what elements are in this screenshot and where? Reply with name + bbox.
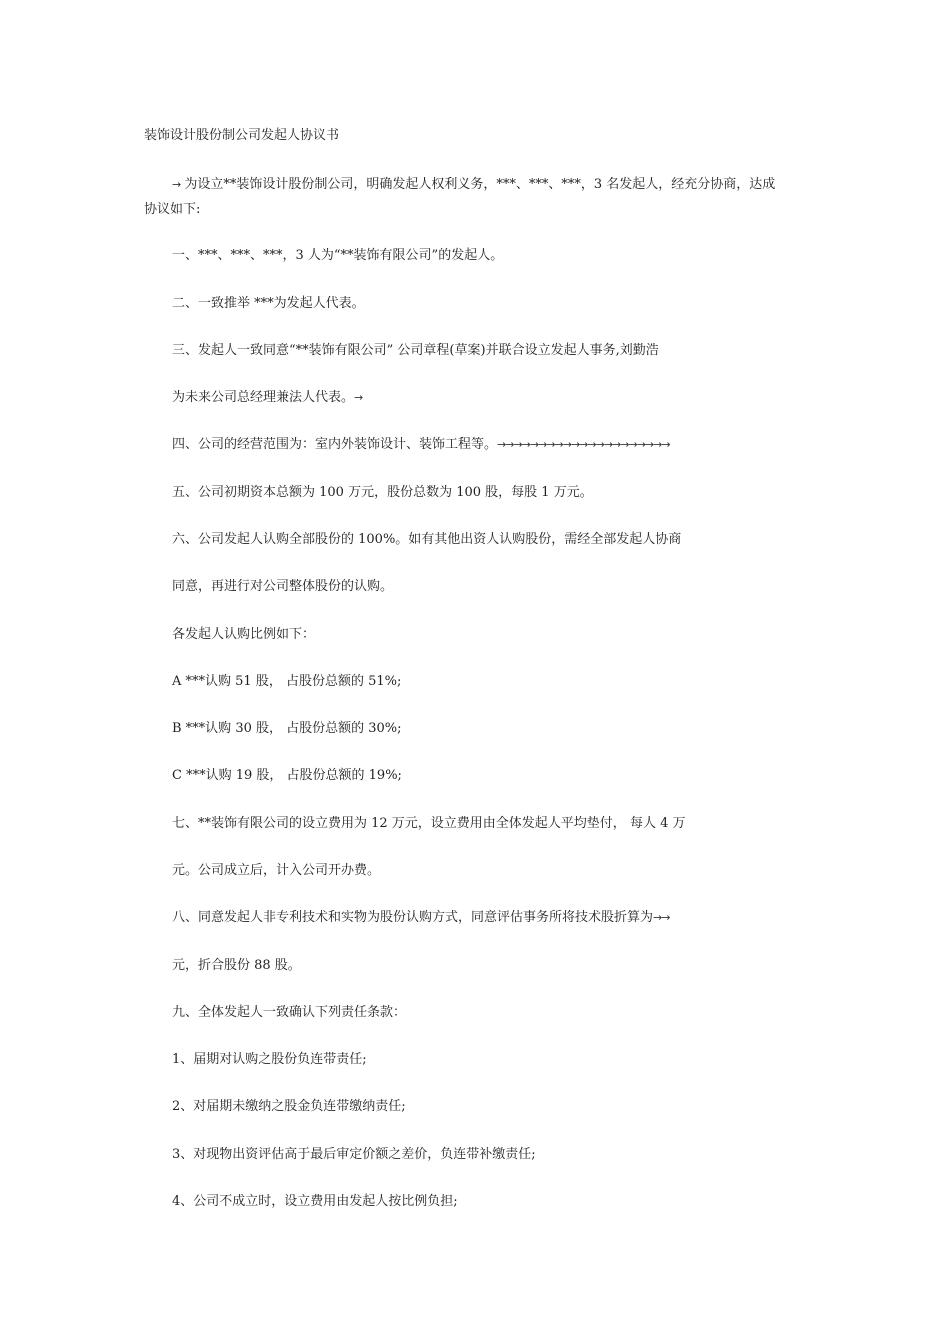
clause-line: 一、***、***、***，3 人为“**装饰有限公司”的发起人。: [172, 248, 504, 263]
responsibility-item: 1、届期对认购之股份负连带责任;: [172, 1052, 367, 1067]
subscription-line: A ***认购 51 股， 占股份总额的 51%;: [172, 674, 402, 689]
clause-line: 各发起人认购比例如下：: [172, 627, 316, 642]
responsibility-item: 3、对现物出资评估高于最后审定价额之差价，负连带补缴责任;: [172, 1147, 536, 1162]
clause-line: 七、**装饰有限公司的设立费用为 12 万元，设立费用由全体发起人平均垫付， 每人 4 万: [172, 816, 686, 831]
clause-line-continued: 元，折合股份 88 股。: [172, 958, 301, 973]
intro-paragraph-line-1: [172, 176, 775, 194]
clause-line: 六、公司发起人认购全部股份的 100%。如有其他出资人认购股份，需经全部发起人协商: [172, 532, 682, 547]
intro-paragraph-line-2: 协议如下:: [144, 202, 201, 217]
document-title: 装饰设计股份制公司发起人协议书: [144, 128, 340, 143]
tab-arrows-icon: →→: [653, 911, 670, 924]
tab-arrows-icon: →→→→→→→→→→→→→→→→→→→→→: [497, 438, 670, 451]
intro-text-1: 为设立**装饰设计股份制公司，明确发起人权利义务，***、***、***，3 名发起人，经充分协商，达成: [184, 177, 776, 192]
clause-line-continued: 元。公司成立后，计入公司开办费。: [172, 863, 381, 878]
clause-line: [172, 436, 670, 454]
clause-line: [172, 909, 669, 927]
tab-arrow-icon: →: [354, 391, 363, 404]
clause-line-continued: [172, 389, 362, 407]
subscription-line: B ***认购 30 股， 占股份总额的 30%;: [172, 721, 402, 736]
clause-line-continued: 同意，再进行对公司整体股份的认购。: [172, 579, 394, 594]
clause-text: 为未来公司总经理兼法人代表。: [172, 390, 355, 405]
tab-arrow-icon: →: [172, 178, 181, 191]
responsibility-item: 2、对届期未缴纳之股金负连带缴纳责任;: [172, 1099, 406, 1114]
clause-line: 九、全体发起人一致确认下列责任条款：: [172, 1005, 407, 1020]
clause-text: 四、公司的经营范围为：室内外装饰设计、装饰工程等。: [172, 437, 498, 452]
clause-line: 二、一致推举 ***为发起人代表。: [172, 296, 365, 311]
responsibility-item: 4、公司不成立时，设立费用由发起人按比例负担;: [172, 1194, 458, 1209]
clause-line: 五、公司初期资本总额为 100 万元，股份总数为 100 股，每股 1 万元。: [172, 485, 593, 500]
subscription-line: C ***认购 19 股， 占股份总额的 19%;: [172, 768, 402, 783]
clause-line: 三、发起人一致同意“**装饰有限公司” 公司章程(草案)并联合设立发起人事务,刘勤浩: [172, 343, 659, 358]
clause-text: 八、同意发起人非专利技术和实物为股份认购方式，同意评估事务所将技术股折算为: [172, 910, 654, 925]
